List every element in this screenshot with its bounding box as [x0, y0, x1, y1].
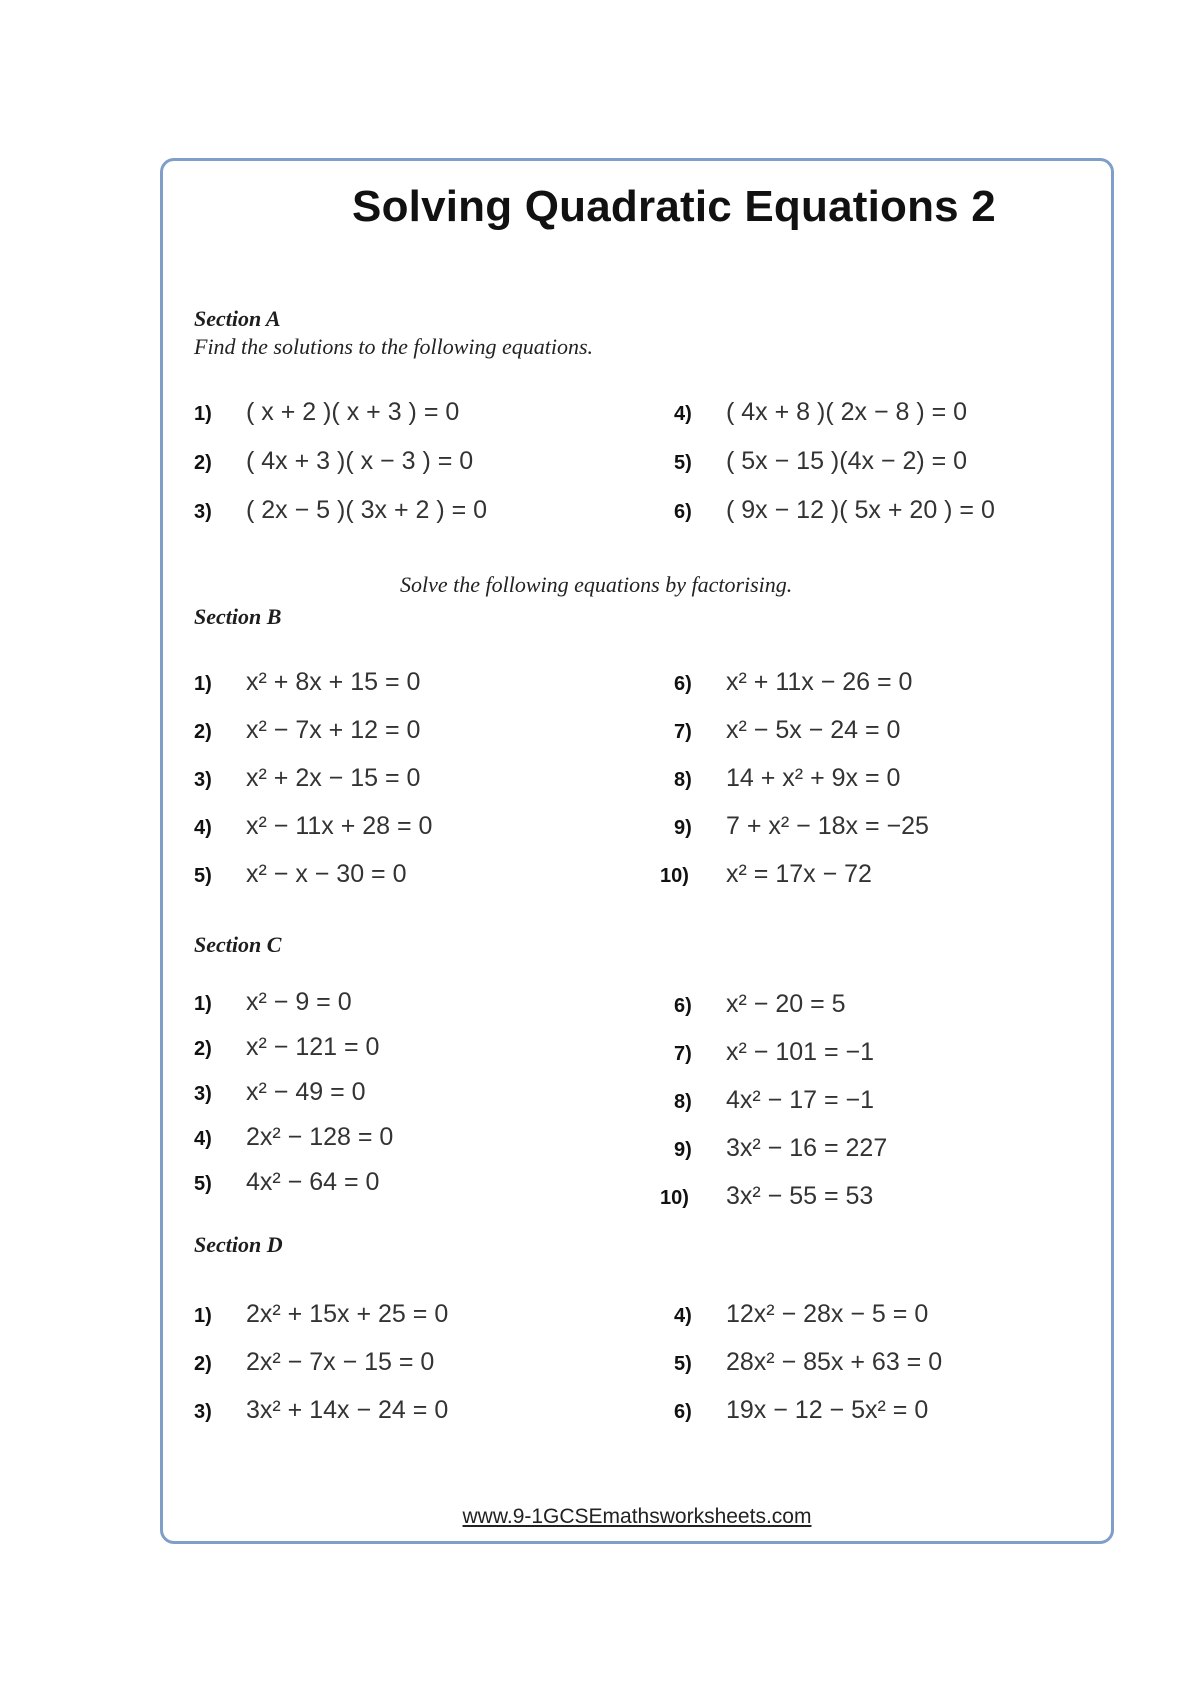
section-a-heading: Section A	[194, 306, 281, 331]
question-d2	[194, 1348, 434, 1377]
question-number: 8)	[674, 1091, 692, 1113]
equation: 28x² − 85x + 63 = 0	[726, 1348, 943, 1376]
question-c7	[674, 1038, 874, 1067]
question-b2	[194, 716, 420, 745]
question-number: 1)	[194, 403, 212, 425]
question-number: 6)	[674, 673, 692, 695]
question-number: 3)	[194, 1083, 212, 1105]
equation: 3x² − 16 = 227	[726, 1134, 888, 1162]
question-number: 9)	[674, 817, 692, 839]
equation: ( 5x − 15 )(4x − 2) = 0	[726, 447, 968, 475]
question-number: 5)	[194, 1173, 212, 1195]
question-b6	[674, 668, 912, 697]
question-number: 1)	[194, 993, 212, 1015]
question-a1	[194, 398, 459, 427]
question-a3	[194, 496, 487, 525]
question-d5	[674, 1348, 942, 1377]
question-number: 3)	[194, 501, 212, 523]
question-d6	[674, 1396, 928, 1425]
question-c1	[194, 988, 352, 1017]
question-number: 10)	[660, 865, 689, 887]
equation: x² − 11x + 28 = 0	[246, 812, 433, 840]
question-c5	[194, 1168, 379, 1197]
equation: x² = 17x − 72	[726, 860, 872, 888]
question-c3	[194, 1078, 366, 1107]
question-c6	[674, 990, 846, 1019]
question-a5	[674, 447, 967, 476]
question-number: 10)	[660, 1187, 689, 1209]
question-number: 3)	[194, 769, 212, 791]
question-number: 4)	[194, 1128, 212, 1150]
equation: 3x² + 14x − 24 = 0	[246, 1396, 449, 1424]
equation: x² − x − 30 = 0	[246, 860, 407, 888]
question-number: 2)	[194, 452, 212, 474]
equation: 19x − 12 − 5x² = 0	[726, 1396, 929, 1424]
equation: x² − 49 = 0	[246, 1078, 366, 1106]
question-b8	[674, 764, 900, 793]
section-a-instruction: Find the solutions to the following equations.	[194, 334, 594, 359]
equation: x² − 20 = 5	[726, 990, 846, 1018]
question-b3	[194, 764, 420, 793]
question-d3	[194, 1396, 448, 1425]
equation: 2x² + 15x + 25 = 0	[246, 1300, 449, 1328]
question-d1	[194, 1300, 448, 1329]
equation: ( 9x − 12 )( 5x + 20 ) = 0	[726, 496, 995, 524]
equation: 4x² − 17 = −1	[726, 1086, 875, 1114]
question-b10	[660, 860, 872, 889]
question-number: 1)	[194, 673, 212, 695]
equation: x² − 121 = 0	[246, 1033, 380, 1061]
section-b-instruction: Solve the following equations by factorising.	[400, 572, 793, 597]
equation: 7 + x² − 18x = −25	[726, 812, 929, 840]
question-a6	[674, 496, 995, 525]
question-number: 2)	[194, 1038, 212, 1060]
equation: 4x² − 64 = 0	[246, 1168, 380, 1196]
question-number: 1)	[194, 1305, 212, 1327]
question-number: 7)	[674, 721, 692, 743]
equation: x² − 5x − 24 = 0	[726, 716, 901, 744]
equation: ( 4x + 3 )( x − 3 ) = 0	[246, 447, 474, 475]
question-c8	[674, 1086, 874, 1115]
question-b4	[194, 812, 432, 841]
question-a2	[194, 447, 473, 476]
equation: x² − 101 = −1	[726, 1038, 875, 1066]
question-d4	[674, 1300, 928, 1329]
question-b5	[194, 860, 407, 889]
question-number: 6)	[674, 1401, 692, 1423]
question-number: 5)	[674, 452, 692, 474]
question-c9	[674, 1134, 887, 1163]
question-number: 8)	[674, 769, 692, 791]
equation: 2x² − 7x − 15 = 0	[246, 1348, 435, 1376]
section-b-heading: Section B	[194, 604, 282, 629]
equation: x² − 9 = 0	[246, 988, 352, 1016]
equation: 3x² − 55 = 53	[726, 1182, 874, 1210]
question-number: 5)	[674, 1353, 692, 1375]
question-number: 9)	[674, 1139, 692, 1161]
question-number: 4)	[674, 403, 692, 425]
worksheet-border	[160, 158, 1114, 1544]
question-c2	[194, 1033, 379, 1062]
equation: x² + 2x − 15 = 0	[246, 764, 421, 792]
equation: 14 + x² + 9x = 0	[726, 764, 901, 792]
footer-url[interactable]: www.9-1GCSEmathsworksheets.com	[462, 1505, 812, 1528]
question-number: 2)	[194, 1353, 212, 1375]
question-number: 2)	[194, 721, 212, 743]
page-title: Solving Quadratic Equations 2	[352, 182, 996, 231]
equation: 2x² − 128 = 0	[246, 1123, 394, 1151]
equation: x² + 11x − 26 = 0	[726, 668, 913, 696]
question-c10	[660, 1182, 874, 1211]
question-number: 6)	[674, 501, 692, 523]
question-b1	[194, 668, 420, 697]
question-c4	[194, 1123, 393, 1152]
equation: ( 2x − 5 )( 3x + 2 ) = 0	[246, 496, 488, 524]
equation: ( 4x + 8 )( 2x − 8 ) = 0	[726, 398, 968, 426]
question-number: 4)	[674, 1305, 692, 1327]
section-c-heading: Section C	[194, 932, 282, 957]
question-number: 3)	[194, 1401, 212, 1423]
question-b7	[674, 716, 900, 745]
question-number: 6)	[674, 995, 692, 1017]
equation: x² − 7x + 12 = 0	[246, 716, 421, 744]
equation: x² + 8x + 15 = 0	[246, 668, 421, 696]
question-b9	[674, 812, 929, 841]
question-number: 4)	[194, 817, 212, 839]
question-number: 5)	[194, 865, 212, 887]
question-number: 7)	[674, 1043, 692, 1065]
question-a4	[674, 398, 967, 427]
section-d-heading: Section D	[194, 1232, 283, 1257]
equation: 12x² − 28x − 5 = 0	[726, 1300, 929, 1328]
equation: ( x + 2 )( x + 3 ) = 0	[246, 398, 460, 426]
